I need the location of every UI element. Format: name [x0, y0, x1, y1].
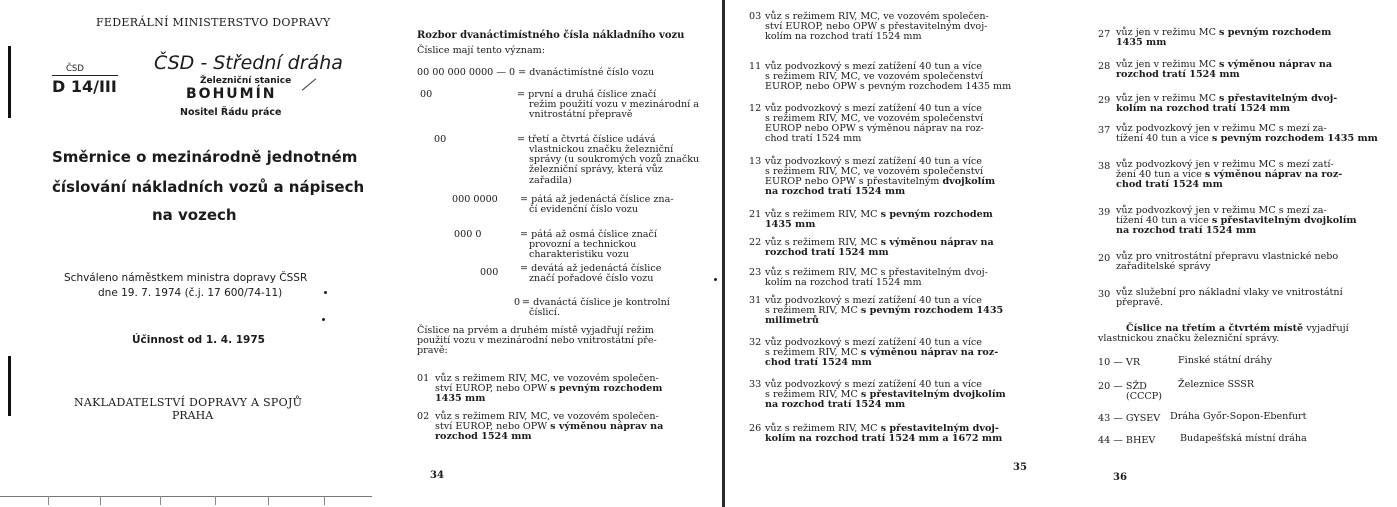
- item-bold: s přestavitelným dvoj-: [880, 423, 999, 434]
- item-text: ství EUROP, nebo OPW s přestavitelným dvoj-: [765, 21, 988, 32]
- item-bold: s pevným rozchodem 1435 mm: [1211, 133, 1378, 144]
- item-text: s režimem RIV, MC, ve vozovém společenství: [765, 71, 984, 82]
- item-text: s režimem RIV, MC, ve vozovém společenství: [765, 166, 984, 177]
- item-text: vůz s režimem RIV, MC: [765, 423, 878, 434]
- item-number: 21: [749, 209, 762, 220]
- row-code: 000: [480, 267, 499, 278]
- item-bold: chod tratí 1524 mm: [1116, 179, 1223, 190]
- item-bold: na rozchod tratí 1524 mm: [765, 186, 906, 197]
- page-34: [372, 0, 725, 507]
- railway-name: Dráha Győr-Sopon-Ebenfurt: [1170, 411, 1307, 422]
- row-text: čí evidenční číslo vozu: [529, 204, 639, 215]
- item-number: 22: [749, 237, 762, 248]
- item-bold: na rozchod tratí 1524 mm: [1116, 225, 1257, 236]
- item-text: vůz s režimem RIV, MC: [765, 237, 878, 248]
- item-text: vůz s režimem RIV, MC s přestavitelným dvoj-: [765, 267, 988, 278]
- item-number: 26: [749, 423, 762, 434]
- para-bold: Číslice na třetím a čtvrtém místě: [1126, 323, 1304, 334]
- item-number: 38: [1098, 161, 1111, 172]
- item-bold: s výměnou náprav na roz-: [1204, 169, 1343, 180]
- page-number: 36: [1113, 472, 1127, 483]
- item-text: vůz podvozkový s mezí zatížení 40 tun a více: [765, 61, 982, 72]
- item-text: vůz podvozkový s mezí zatížení 40 tun a více: [765, 379, 982, 390]
- item-bold: milimetrů: [765, 315, 819, 326]
- item-text: vůz podvozkový s mezí zatížení 40 tun a více: [765, 103, 982, 114]
- item-text: ství EUROP, nebo OPW: [435, 421, 548, 432]
- item-text: vůz s režimem RIV, MC: [765, 209, 878, 220]
- item-number: 33: [749, 379, 762, 390]
- item-bold: s výměnou náprav na roz-: [860, 347, 999, 358]
- item-text: vůz podvozkový s mezí zatížení 40 tun a více: [765, 337, 982, 348]
- item-bold: s přestavitelným dvojkolím: [1211, 215, 1357, 226]
- item-text: vůz podvozkový jen v režimu MC s mezí za-: [1116, 205, 1327, 216]
- item-text: vůz s režimem RIV, MC, ve vozovém společen-: [765, 11, 989, 22]
- item-text: tížení 40 tun a více: [1116, 215, 1209, 226]
- item-number: 03: [749, 11, 762, 22]
- item-text: tížení 40 tun a více: [1116, 133, 1209, 144]
- item-bold: rozchod 1524 mm: [435, 431, 532, 442]
- stamp-stroke: [302, 78, 316, 90]
- item-number: 39: [1098, 207, 1111, 218]
- title-line-1: Směrnice o mezinárodně jednotném: [52, 148, 358, 166]
- item-number: 01: [417, 373, 430, 384]
- item-bold: s výměnou náprav na: [550, 421, 664, 432]
- row-code: 00: [420, 89, 433, 100]
- item-text: s režimem RIV, MC: [765, 305, 858, 316]
- item-number: 28: [1098, 61, 1111, 72]
- para1-line-3: pravě:: [417, 345, 448, 356]
- item-bold: kolím na rozchod tratí 1524 mm a 1672 mm: [765, 433, 1003, 444]
- item-bold: s pevným rozchodem: [1219, 27, 1332, 38]
- railway-code: 10 — VR: [1098, 357, 1141, 368]
- item-number: 02: [417, 411, 430, 422]
- page-1-cover: [0, 0, 372, 507]
- item-number: 31: [749, 295, 762, 306]
- row-code: 00: [434, 134, 447, 145]
- para-text: vlastnickou značku železniční správy.: [1098, 333, 1280, 344]
- ministry-name: FEDERÁLNÍ MINISTERSTVO DOPRAVY: [96, 16, 331, 29]
- para1-line-2: použití vozu v mezinárodní nebo vnitrostátní pře-: [417, 335, 657, 346]
- item-bold: chod tratí 1524 mm: [765, 357, 872, 368]
- item-bold: rozchod tratí 1524 mm: [765, 247, 889, 258]
- row-text: číslicí.: [529, 307, 560, 318]
- item-bold: s přestavitelným dvoj-: [1219, 93, 1338, 104]
- item-text: vůz služební pro nákladní vlaky ve vnitrostátní: [1116, 287, 1343, 298]
- item-bold: dvojkolím: [942, 176, 996, 187]
- item-number: 29: [1098, 95, 1111, 106]
- publisher-line-1: NAKLADATELSTVÍ DOPRAVY A SPOJŮ: [74, 396, 303, 409]
- row-text: = pátá až osmá číslice značí: [520, 229, 657, 240]
- stamp-line-2: BOHUMÍN: [186, 86, 277, 102]
- approved-line-2: dne 19. 7. 1974 (č.j. 17 600/74-11): [98, 287, 283, 299]
- item-bold: rozchod tratí 1524 mm: [1116, 69, 1240, 80]
- item-text: vůz s režimem RIV, MC, ve vozovém společen-: [435, 373, 659, 384]
- item-text: EUROP nebo OPW s výměnou náprav na roz-: [765, 123, 984, 134]
- code-divider: [52, 75, 118, 76]
- stamp-line-3: Nositel Řádu práce: [180, 107, 282, 118]
- railway-sub: (CCCP): [1126, 391, 1162, 402]
- item-text: s režimem RIV, MC, ve vozovém společenství: [765, 113, 984, 124]
- item-text: vůz podvozkový jen v režimu MC s mezí zatí-: [1116, 159, 1334, 170]
- page-number: 34: [430, 470, 444, 481]
- item-text: vůz pro vnitrostátní přepravu vlastnické nebo: [1116, 251, 1339, 262]
- item-bold: s výměnou náprav na: [1219, 59, 1333, 70]
- item-number: 20: [1098, 253, 1111, 264]
- row-text: = třetí a čtvrtá číslice udává: [517, 134, 656, 145]
- approved-line-1: Schváleno náměstkem ministra dopravy ČSSR: [64, 272, 308, 284]
- item-number: 32: [749, 337, 762, 348]
- item-text: zařaditelské správy: [1116, 261, 1211, 272]
- item-text: vůz s režimem RIV, MC, ve vozovém společen-: [435, 411, 659, 422]
- effective-date: Účinnost od 1. 4. 1975: [132, 334, 265, 346]
- item-bold: na rozchod tratí 1524 mm: [765, 399, 906, 410]
- title-line-2: číslování nákladních vozů a nápisech: [52, 178, 365, 196]
- item-text: vůz podvozkový s mezí zatížení 40 tun a více: [765, 156, 982, 167]
- row-text: = první a druhá číslice značí: [517, 89, 657, 100]
- item-text: chod tratí 1524 mm: [765, 133, 862, 144]
- railway-name: Finské státní dráhy: [1178, 355, 1273, 366]
- row-text: značí pořadové číslo vozu: [529, 273, 654, 284]
- stamp-title: ČSD - Střední dráha: [154, 52, 343, 74]
- item-text: kolím na rozchod tratí 1524 mm: [765, 277, 922, 288]
- title-line-3: na vozech: [152, 206, 237, 224]
- item-bold: 1435 mm: [765, 219, 816, 230]
- row-code: 000 0: [454, 229, 482, 240]
- intro: Číslice mají tento význam:: [417, 45, 545, 56]
- stamp-line-1: Železniční stanice: [200, 76, 292, 86]
- heading: Rozbor dvanáctimístného čísla nákladního vozu: [417, 30, 685, 41]
- railway-code: 43 — GYSEV: [1098, 413, 1161, 424]
- railway-code: 20 — SŽD: [1098, 381, 1147, 392]
- item-text: vůz jen v režimu MC: [1116, 93, 1216, 104]
- row-text: = dvanáctá číslice je kontrolní: [522, 297, 670, 308]
- row-text: vlastnickou značku železniční správy (u soukromých vozů značku železniční správy, která vůz zařadila): [529, 144, 700, 186]
- item-bold: kolím na rozchod tratí 1524 mm: [1116, 103, 1290, 114]
- item-bold: s pevným rozchodem: [550, 383, 663, 394]
- item-text: vůz podvozkový s mezí zatížení 40 tun a více: [765, 295, 982, 306]
- item-text: vůz jen v režimu MC: [1116, 59, 1216, 70]
- item-text: s režimem RIV, MC: [765, 347, 858, 358]
- item-number: 11: [749, 61, 762, 72]
- item-text: kolím na rozchod tratí 1524 mm: [765, 31, 922, 42]
- row-text: = devátá až jedenáctá číslice: [520, 263, 662, 274]
- row-code: 0: [514, 297, 521, 308]
- page-36: [1058, 0, 1397, 507]
- item-bold: s pevným rozchodem: [880, 209, 993, 220]
- item-bold: s pevným rozchodem 1435: [860, 305, 1004, 316]
- item-number: 37: [1098, 125, 1111, 136]
- formula: 00 00 000 0000 — 0 = dvanáctimístné číslo vozu: [417, 67, 655, 78]
- item-bold: 1435 mm: [435, 393, 486, 404]
- row-code: 000 0000: [452, 194, 498, 205]
- row-text: provozní a technickou charakteristiku vozu: [529, 239, 637, 261]
- item-number: 23: [749, 267, 762, 278]
- margin-mark: [8, 356, 11, 416]
- item-bold: s výměnou náprav na: [880, 237, 994, 248]
- page-number: 35: [1013, 462, 1027, 473]
- railway-code: 44 — BHEV: [1098, 435, 1156, 446]
- margin-mark: [8, 46, 11, 118]
- row-text: režim použití vozu v mezinárodní a vnitrostátní přepravě: [529, 99, 699, 121]
- railway-name: Železnice SSSR: [1178, 379, 1255, 390]
- item-number: 27: [1098, 29, 1111, 40]
- item-number: 13: [749, 156, 762, 167]
- item-text: žení 40 tun a více: [1116, 169, 1202, 180]
- item-text: ství EUROP, nebo OPW: [435, 383, 548, 394]
- item-text: EUROP, nebo OPW s pevným rozchodem 1435 mm: [765, 81, 1012, 92]
- code-top: ČSD: [66, 64, 84, 74]
- item-bold: 1435 mm: [1116, 37, 1167, 48]
- item-bold: s přestavitelným dvojkolím: [860, 389, 1006, 400]
- row-text: = pátá až jedenáctá číslice zna-: [520, 194, 674, 205]
- item-text: vůz podvozkový jen v režimu MC s mezí za-: [1116, 123, 1327, 134]
- item-text: přepravě.: [1116, 297, 1163, 308]
- para1-line-1: Číslice na prvém a druhém místě vyjadřují režim: [417, 325, 654, 336]
- code-bottom: D 14/III: [52, 77, 117, 96]
- item-text: s režimem RIV, MC: [765, 389, 858, 400]
- page-35: [725, 0, 1058, 507]
- item-text: vůz jen v režimu MC: [1116, 27, 1216, 38]
- item-number: 12: [749, 103, 762, 114]
- railway-name: Budapešťská místní dráha: [1180, 433, 1307, 444]
- item-text: EUROP nebo OPW s přestavitelným: [765, 176, 940, 187]
- publisher-line-2: PRAHA: [172, 409, 214, 422]
- para-text: vyjadřují: [1306, 323, 1349, 334]
- item-number: 30: [1098, 289, 1111, 300]
